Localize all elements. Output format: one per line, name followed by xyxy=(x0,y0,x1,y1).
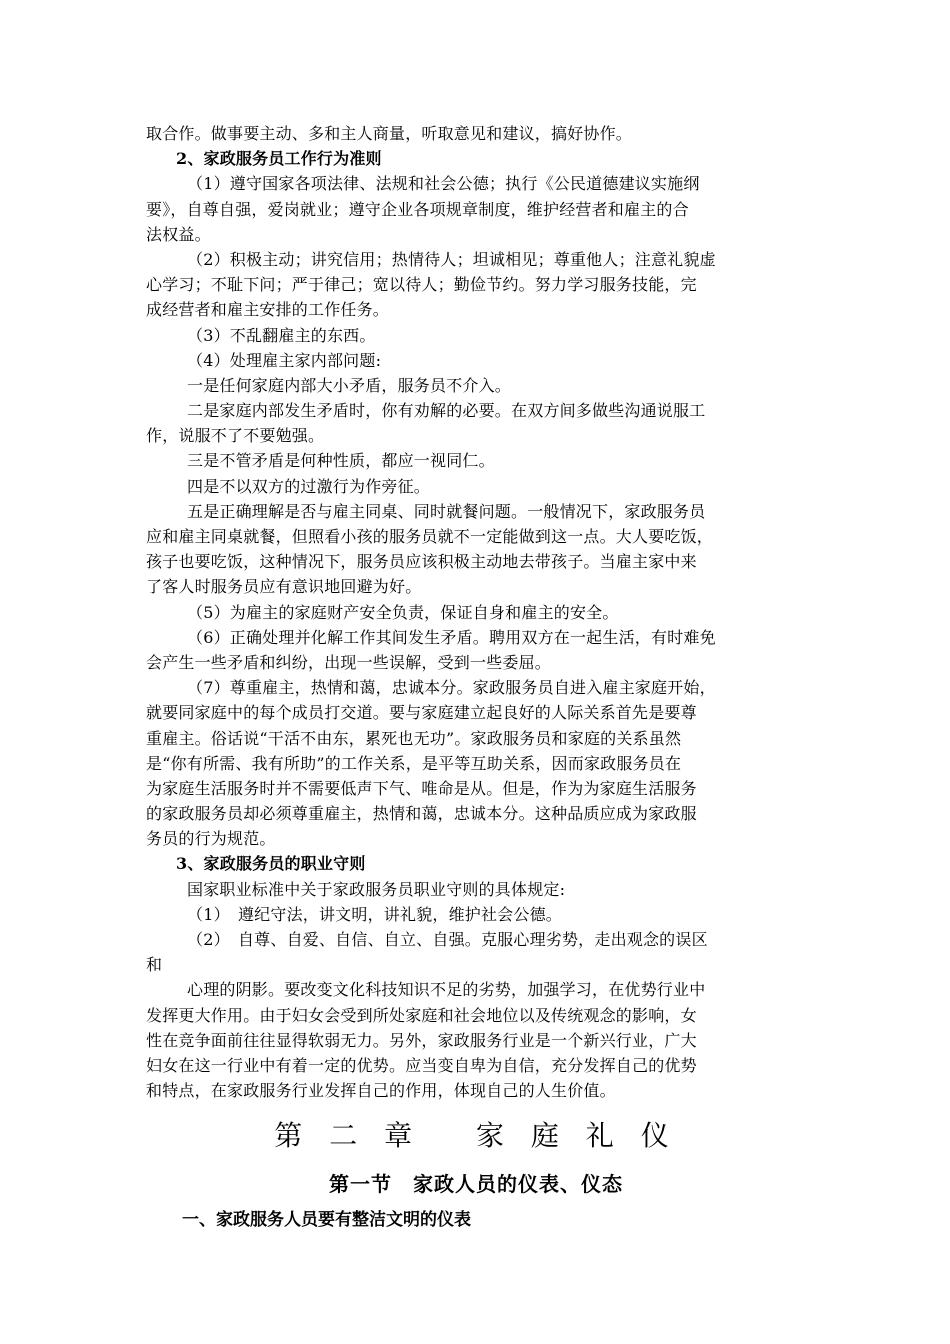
text-line: 要》，自尊自强，爱岗就业；遵守企业各项规章制度，维护经营者和雇主的合 xyxy=(146,199,689,219)
text-line: 就要同家庭中的每个成员打交道。要与家庭建立起良好的人际关系首先是要尊 xyxy=(146,703,697,723)
text-line: 成经营者和雇主安排的工作任务。 xyxy=(146,300,390,320)
text-line: （1）遵守国家各项法律、法规和社会公德；执行《公民道德建议实施纲 xyxy=(187,174,700,194)
text-line: 四是不以双方的过激行为作旁征。 xyxy=(187,476,431,496)
text-line: 为家庭生活服务时并不需要低声下气、唯命是从。但是，作为为家庭生活服务 xyxy=(146,778,697,798)
text-line: 五是正确理解是否与雇主同桌、同时就餐问题。一般情况下，家政服务员 xyxy=(187,501,706,521)
text-line: 作，说服不了不要勉强。 xyxy=(146,426,325,446)
section-title: 第一节 家政人员的仪表、仪态 xyxy=(329,1172,623,1197)
chapter-title: 第 二 章 家 庭 礼 仪 xyxy=(274,1119,678,1153)
document-page xyxy=(146,121,806,1235)
text-line: （7）尊重雇主，热情和蔼，忠诚本分。家政服务员自进入雇主家庭开始， xyxy=(187,678,716,698)
text-line: （2）积极主动；讲究信用；热情待人；坦诚相见；尊重他人；注意礼貌虚 xyxy=(187,249,716,269)
text-line: 心学习；不耻下问；严于律己；宽以待人；勤俭节约。努力学习服务技能，完 xyxy=(146,275,697,295)
text-line: 重雇主。俗话说“干活不由东，累死也无功”。家政服务员和家庭的关系虽然 xyxy=(146,728,682,748)
text-line: 三是不管矛盾是何种性质，都应一视同仁。 xyxy=(187,451,495,471)
text-line: 发挥更大作用。由于妇女会受到所处家庭和社会地位以及传统观念的影响，女 xyxy=(146,1005,697,1025)
text-line: （4）处理雇主家内部问题: xyxy=(187,350,382,370)
heading-line: 3、家政服务员的职业守则 xyxy=(176,854,366,874)
text-line: 取合作。做事要主动、多和主人商量，听取意见和建议，搞好协作。 xyxy=(146,124,633,143)
text-line: 一是任何家庭内部大小矛盾，服务员不介入。 xyxy=(187,375,512,395)
text-line: （6）正确处理并化解工作其间发生矛盾。聘用双方在一起生活，有时难免 xyxy=(187,627,716,647)
text-line: 法权益。 xyxy=(146,224,211,244)
text-line: 会产生一些矛盾和纠纷，出现一些误解，受到一些委屈。 xyxy=(146,652,552,672)
text-line: 务员的行为规范。 xyxy=(146,829,276,849)
text-line: 心理的阴影。要改变文化科技知识不足的劣势，加强学习，在优势行业中 xyxy=(187,980,706,1000)
text-line: 国家职业标准中关于家政服务员职业守则的具体规定: xyxy=(187,879,566,899)
text-line: （3）不乱翻雇主的东西。 xyxy=(187,325,376,345)
subheading: 一、家政服务人员要有整洁文明的仪表 xyxy=(182,1210,471,1231)
text-line: 是“你有所需、我有所助”的工作关系，是平等互助关系，因而家政服务员在 xyxy=(146,753,682,773)
text-line: 的家政服务员却必须尊重雇主，热情和蔼，忠诚本分。这种品质应成为家政服 xyxy=(146,804,697,824)
text-line: （5）为雇主的家庭财产安全负责，保证自身和雇主的安全。 xyxy=(187,602,619,622)
text-line: 了客人时服务员应有意识地回避为好。 xyxy=(146,577,422,597)
body-text xyxy=(146,121,806,1103)
text-line: 性在竞争面前往往显得软弱无力。另外，家政服务行业是一个新兴行业，广大 xyxy=(146,1030,697,1050)
text-line: 和特点，在家政服务行业发挥自己的作用，体现自己的人生价值。 xyxy=(146,1081,616,1101)
text-line: 应和雇主同桌就餐，但照看小孩的服务员就不一定能做到这一点。大人要吃饭， xyxy=(146,527,714,546)
text-line: 和 xyxy=(146,955,163,975)
heading-line: 2、家政服务员工作行为准则 xyxy=(176,149,382,169)
text-line: 孩子也要吃饭，这种情况下，服务员应该积极主动地去带孩子。当雇主家中来 xyxy=(146,552,697,572)
text-line: 妇女在这一行业中有着一定的优势。应当变自卑为自信，充分发挥自己的优势 xyxy=(146,1055,697,1075)
text-line: （1） 遵纪守法，讲文明，讲礼貌，维护社会公德。 xyxy=(187,904,562,924)
text-line: （2） 自尊、自爱、自信、自立、自强。克服心理劣势，走出观念的误区 xyxy=(187,930,708,949)
text-line: 二是家庭内部发生矛盾时，你有劝解的必要。在双方间多做些沟通说服工 xyxy=(187,401,706,421)
